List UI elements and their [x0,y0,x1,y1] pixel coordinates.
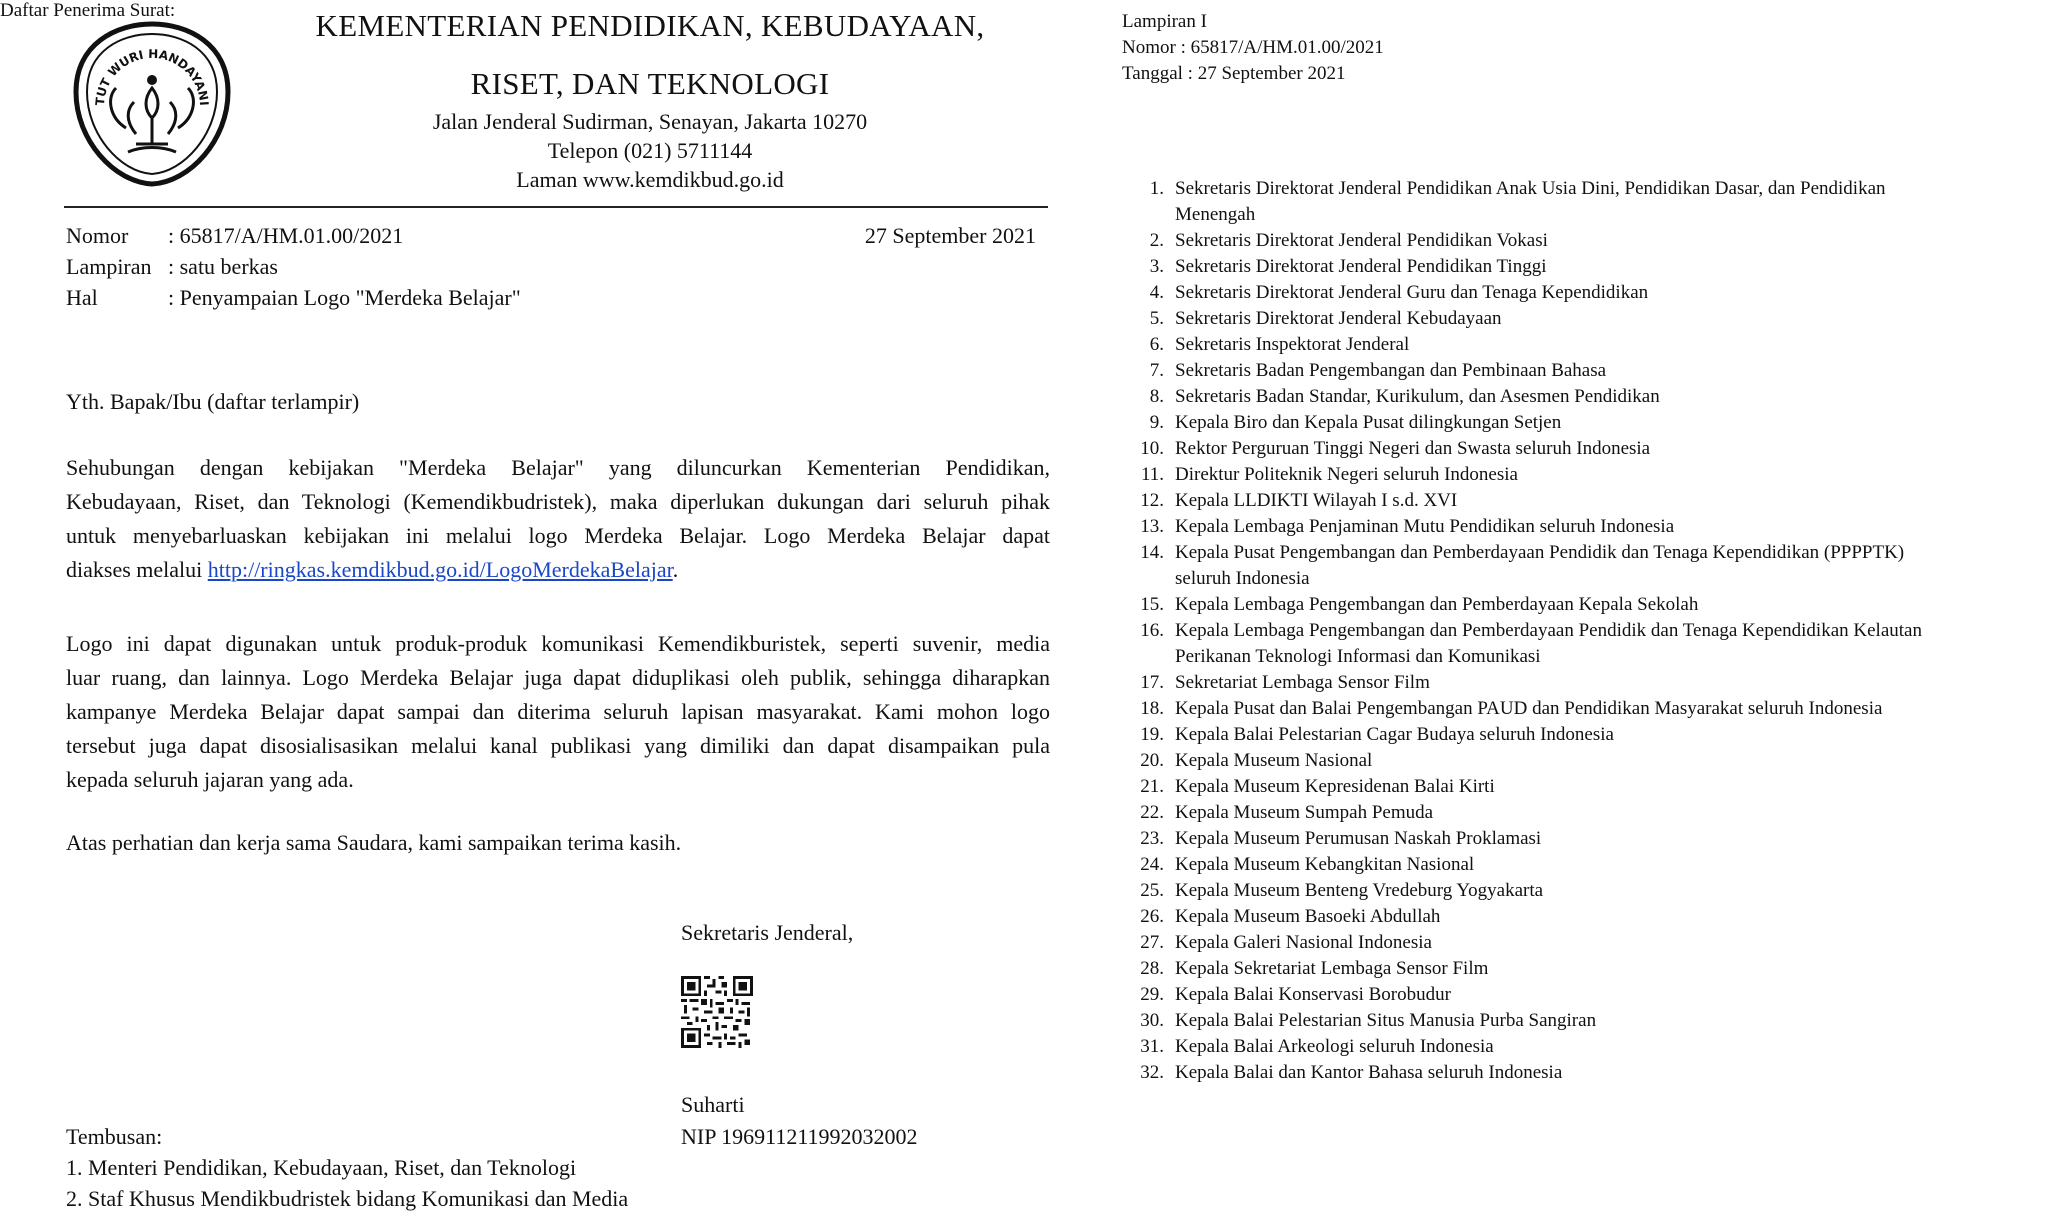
recipient-item [1122,254,2022,280]
recipient-number: 5. [1149,308,1164,329]
recipient-item [1122,852,2022,878]
recipient-item [1122,514,2022,540]
paragraph-1-last-line [66,553,1050,587]
recipient-number: 12. [1140,490,1164,511]
ministry-website: Laman www.kemdikbud.go.id [516,167,784,192]
recipient-number: 2. [1149,230,1164,251]
recipient-item [1122,462,2022,488]
closing-line: Atas perhatian dan kerja sama Saudara, kami sampaikan terima kasih. [66,830,682,855]
recipient-text: Direktur Politeknik Negeri seluruh Indonesia [1175,464,1518,485]
recipient-number: 14. [1140,542,1164,563]
meta-hal-value: : Penyampaian Logo "Merdeka Belajar" [168,285,521,310]
recipient-list [1122,176,2022,1086]
recipient-number: 25. [1140,880,1164,901]
recipient-text: Sekretaris Badan Standar, Kurikulum, dan Asesmen Pendidikan [1175,386,1660,407]
recipient-item [1122,410,2022,436]
recipient-text: Sekretaris Badan Pengembangan dan Pembinaan Bahasa [1175,360,1607,381]
recipient-number: 19. [1140,724,1164,745]
recipient-number: 30. [1140,1010,1164,1031]
recipient-text: Kepala Pusat Pengembangan dan Pemberdayaan Pendidik dan Tenaga Kependidikan (PPPPTK) [1175,542,1905,563]
recipient-item [1122,488,2022,514]
recipient-number: 29. [1140,984,1164,1005]
meta-nomor-label: Nomor [66,223,129,248]
paragraph-2-line: tersebut juga dapat disosialisasikan melalui kanal publikasi yang dimiliki dan dapat disampaikan pula [66,733,1050,758]
link-prefix: diakses melalui [66,557,208,582]
recipient-text: Kepala Balai Konservasi Borobudur [1175,984,1451,1005]
recipient-text: Sekretaris Direktorat Jenderal Pendidikan Anak Usia Dini, Pendidikan Dasar, dan Pendidikan [1175,178,1886,199]
recipient-item [1122,800,2022,826]
recipient-number: 11. [1140,464,1164,485]
logo-download-link[interactable]: http://ringkas.kemdikbud.go.id/LogoMerdekaBelajar [207,557,673,582]
recipient-item [1122,280,2022,306]
recipient-text: Kepala Museum Perumusan Naskah Proklamasi [1175,828,1542,849]
recipient-text: Kepala Museum Nasional [1175,750,1373,771]
recipient-number: 15. [1140,594,1164,615]
recipient-text: Kepala Museum Basoeki Abdullah [1175,906,1441,927]
paragraph-2-last-line: kepada seluruh jajaran yang ada. [66,767,354,792]
recipient-text: Rektor Perguruan Tinggi Negeri dan Swasta seluruh Indonesia [1175,438,1651,459]
recipient-item [1122,696,2022,722]
ministry-name-line1: KEMENTERIAN PENDIDIKAN, KEBUDAYAAN, [315,8,985,43]
recipient-number: 1. [1149,178,1164,199]
paragraph-2-line: luar ruang, dan lainnya. Logo Merdeka Belajar juga dapat diduplikasi oleh publik, sehingga diharapkan [66,665,1050,690]
recipient-number: 28. [1140,958,1164,979]
recipient-number: 21. [1140,776,1164,797]
recipient-item [1122,228,2022,254]
cc-item: 2. Staf Khusus Mendikbudristek bidang Komunikasi dan Media [66,1186,629,1211]
recipient-text: Kepala Balai dan Kantor Bahasa seluruh Indonesia [1175,1062,1563,1083]
recipient-number: 16. [1140,620,1164,641]
recipient-text: Kepala Pusat dan Balai Pengembangan PAUD dan Pendidikan Masyarakat seluruh Indonesia [1175,698,1883,719]
recipient-item [1122,306,2022,332]
recipient-number: 17. [1140,672,1164,693]
recipient-number: 32. [1140,1062,1164,1083]
recipient-text: Menengah [1175,204,1256,225]
recipient-text: Kepala Lembaga Penjaminan Mutu Pendidikan seluruh Indonesia [1175,516,1675,537]
paragraph-3 [66,826,1050,860]
paragraph-1-line: Sehubungan dengan kebijakan "Merdeka Belajar" yang diluncurkan Kementerian Pendidikan, [66,455,1050,480]
recipient-number: 3. [1149,256,1164,277]
meta-hal-label: Hal [66,285,98,310]
signatory-title: Sekretaris Jenderal, [681,920,854,945]
recipient-text: Kepala Balai Pelestarian Situs Manusia Purba Sangiran [1175,1010,1597,1031]
recipient-text: Sekretaris Direktorat Jenderal Guru dan Tenaga Kependidikan [1175,282,1649,303]
recipient-item [1122,1060,2022,1086]
recipient-item [1122,1008,2022,1034]
recipient-number: 26. [1140,906,1164,927]
recipient-number: 27. [1140,932,1164,953]
recipient-number: 31. [1140,1036,1164,1057]
recipient-item [1122,358,2022,384]
recipient-text: Kepala Museum Benteng Vredeburg Yogyakarta [1175,880,1544,901]
recipient-text: Kepala Sekretariat Lembaga Sensor Film [1175,958,1489,979]
recipient-item [1122,930,2022,956]
recipient-text: Kepala Museum Kepresidenan Balai Kirti [1175,776,1495,797]
recipient-item [1122,904,2022,930]
letter-date: 27 September 2021 [864,223,1036,248]
recipient-item [1122,956,2022,982]
recipient-text: seluruh Indonesia [1175,568,1310,589]
recipients-heading: Daftar Penerima Surat: [0,0,176,21]
paragraph-2 [66,627,1050,797]
recipient-text: Sekretaris Direktorat Jenderal Pendidikan Tinggi [1175,256,1547,277]
recipient-item [1122,774,2022,800]
kemdikbud-logo-icon [66,18,238,190]
paragraph-2-line: kampanye Merdeka Belajar dapat sampai dan diterima seluruh lapisan masyarakat. Kami mohon logo [66,699,1050,724]
paragraph-1-line: untuk menyebarluaskan kebijakan ini melalui logo Merdeka Belajar. Logo Merdeka Belajar dapat [66,523,1050,548]
qr-code-icon [681,976,753,1048]
recipient-item [1122,722,2022,748]
meta-nomor-value: : 65817/A/HM.01.00/2021 [168,223,404,248]
recipient-item [1122,332,2022,358]
recipient-number: 22. [1140,802,1164,823]
cc-item: 1. Menteri Pendidikan, Kebudayaan, Riset, dan Teknologi [66,1155,577,1180]
recipient-number: 18. [1140,698,1164,719]
attachment-nomor: Nomor : 65817/A/HM.01.00/2021 [1122,37,1384,58]
cc-list [66,1155,628,1217]
attachment-label: Lampiran I [1122,11,1207,32]
salutation: Yth. Bapak/Ibu (daftar terlampir) [66,389,360,414]
recipient-text: Kepala Lembaga Pengembangan dan Pemberdayaan Kepala Sekolah [1175,594,1699,615]
attachment-date: Tanggal : 27 September 2021 [1122,63,1346,84]
paragraph-1-line: Kebudayaan, Riset, dan Teknologi (Kemendikbudristek), maka diperlukan dukungan dari seluruh pihak [66,489,1050,514]
recipient-item [1122,826,2022,852]
recipient-number: 4. [1149,282,1164,303]
recipient-text: Perikanan Teknologi Informasi dan Komunikasi [1175,646,1541,667]
recipient-text: Kepala Museum Sumpah Pemuda [1175,802,1434,823]
recipient-item [1122,1034,2022,1060]
recipient-number: 13. [1140,516,1164,537]
recipient-number: 23. [1140,828,1164,849]
recipient-text: Sekretaris Direktorat Jenderal Pendidikan Vokasi [1175,230,1548,251]
recipient-item [1122,670,2022,696]
meta-lampiran-label: Lampiran [66,254,152,279]
recipient-text: Kepala Galeri Nasional Indonesia [1175,932,1432,953]
recipient-text: Kepala Lembaga Pengembangan dan Pemberdayaan Pendidik dan Tenaga Kependidikan Kelautan [1175,620,1922,641]
cc-heading: Tembusan: [66,1124,163,1149]
letterhead-divider [64,206,1048,208]
recipient-text: Kepala LLDIKTI Wilayah I s.d. XVI [1175,490,1458,511]
recipient-item [1122,878,2022,904]
meta-nomor [66,223,403,249]
recipient-item [1122,592,2022,618]
recipient-number: 9. [1149,412,1164,433]
paragraph-2-line: Logo ini dapat digunakan untuk produk-produk komunikasi Kemendikburistek, seperti suvenir, media [66,631,1050,656]
ministry-address: Jalan Jenderal Sudirman, Senayan, Jakarta 10270 [432,109,868,134]
signatory-name: Suharti [681,1092,745,1117]
meta-lampiran-value: : satu berkas [168,254,278,279]
recipient-number: 7. [1149,360,1164,381]
recipient-text: Sekretariat Lembaga Sensor Film [1175,672,1430,693]
recipient-text: Kepala Balai Pelestarian Cagar Budaya seluruh Indonesia [1175,724,1614,745]
svg-text:TUT WURI HANDAYANI: TUT WURI HANDAYANI [92,46,212,107]
recipient-text: Kepala Museum Kebangkitan Nasional [1175,854,1475,875]
recipient-item [1122,540,2022,592]
recipient-number: 24. [1140,854,1164,875]
recipient-number: 10. [1140,438,1164,459]
recipient-text: Kepala Biro dan Kepala Pusat dilingkungan Setjen [1175,412,1562,433]
recipient-text: Sekretaris Inspektorat Jenderal [1175,334,1410,355]
recipient-text: Sekretaris Direktorat Jenderal Kebudayaan [1175,308,1502,329]
recipient-number: 20. [1140,750,1164,771]
signatory-nip: NIP 196911211992032002 [681,1124,918,1149]
recipient-item [1122,618,2022,670]
recipient-item [1122,748,2022,774]
recipient-item [1122,436,2022,462]
ministry-phone: Telepon (021) 5711144 [547,138,753,163]
recipient-number: 8. [1149,386,1164,407]
recipient-item [1122,176,2022,228]
recipient-text: Kepala Balai Arkeologi seluruh Indonesia [1175,1036,1494,1057]
recipient-number: 6. [1149,334,1164,355]
recipient-item [1122,982,2022,1008]
meta-lampiran [66,254,278,280]
ministry-name-line2: RISET, DAN TEKNOLOGI [470,66,830,101]
link-suffix: . [672,557,679,582]
paragraph-1 [66,451,1050,587]
meta-hal [66,285,521,311]
recipient-item [1122,384,2022,410]
